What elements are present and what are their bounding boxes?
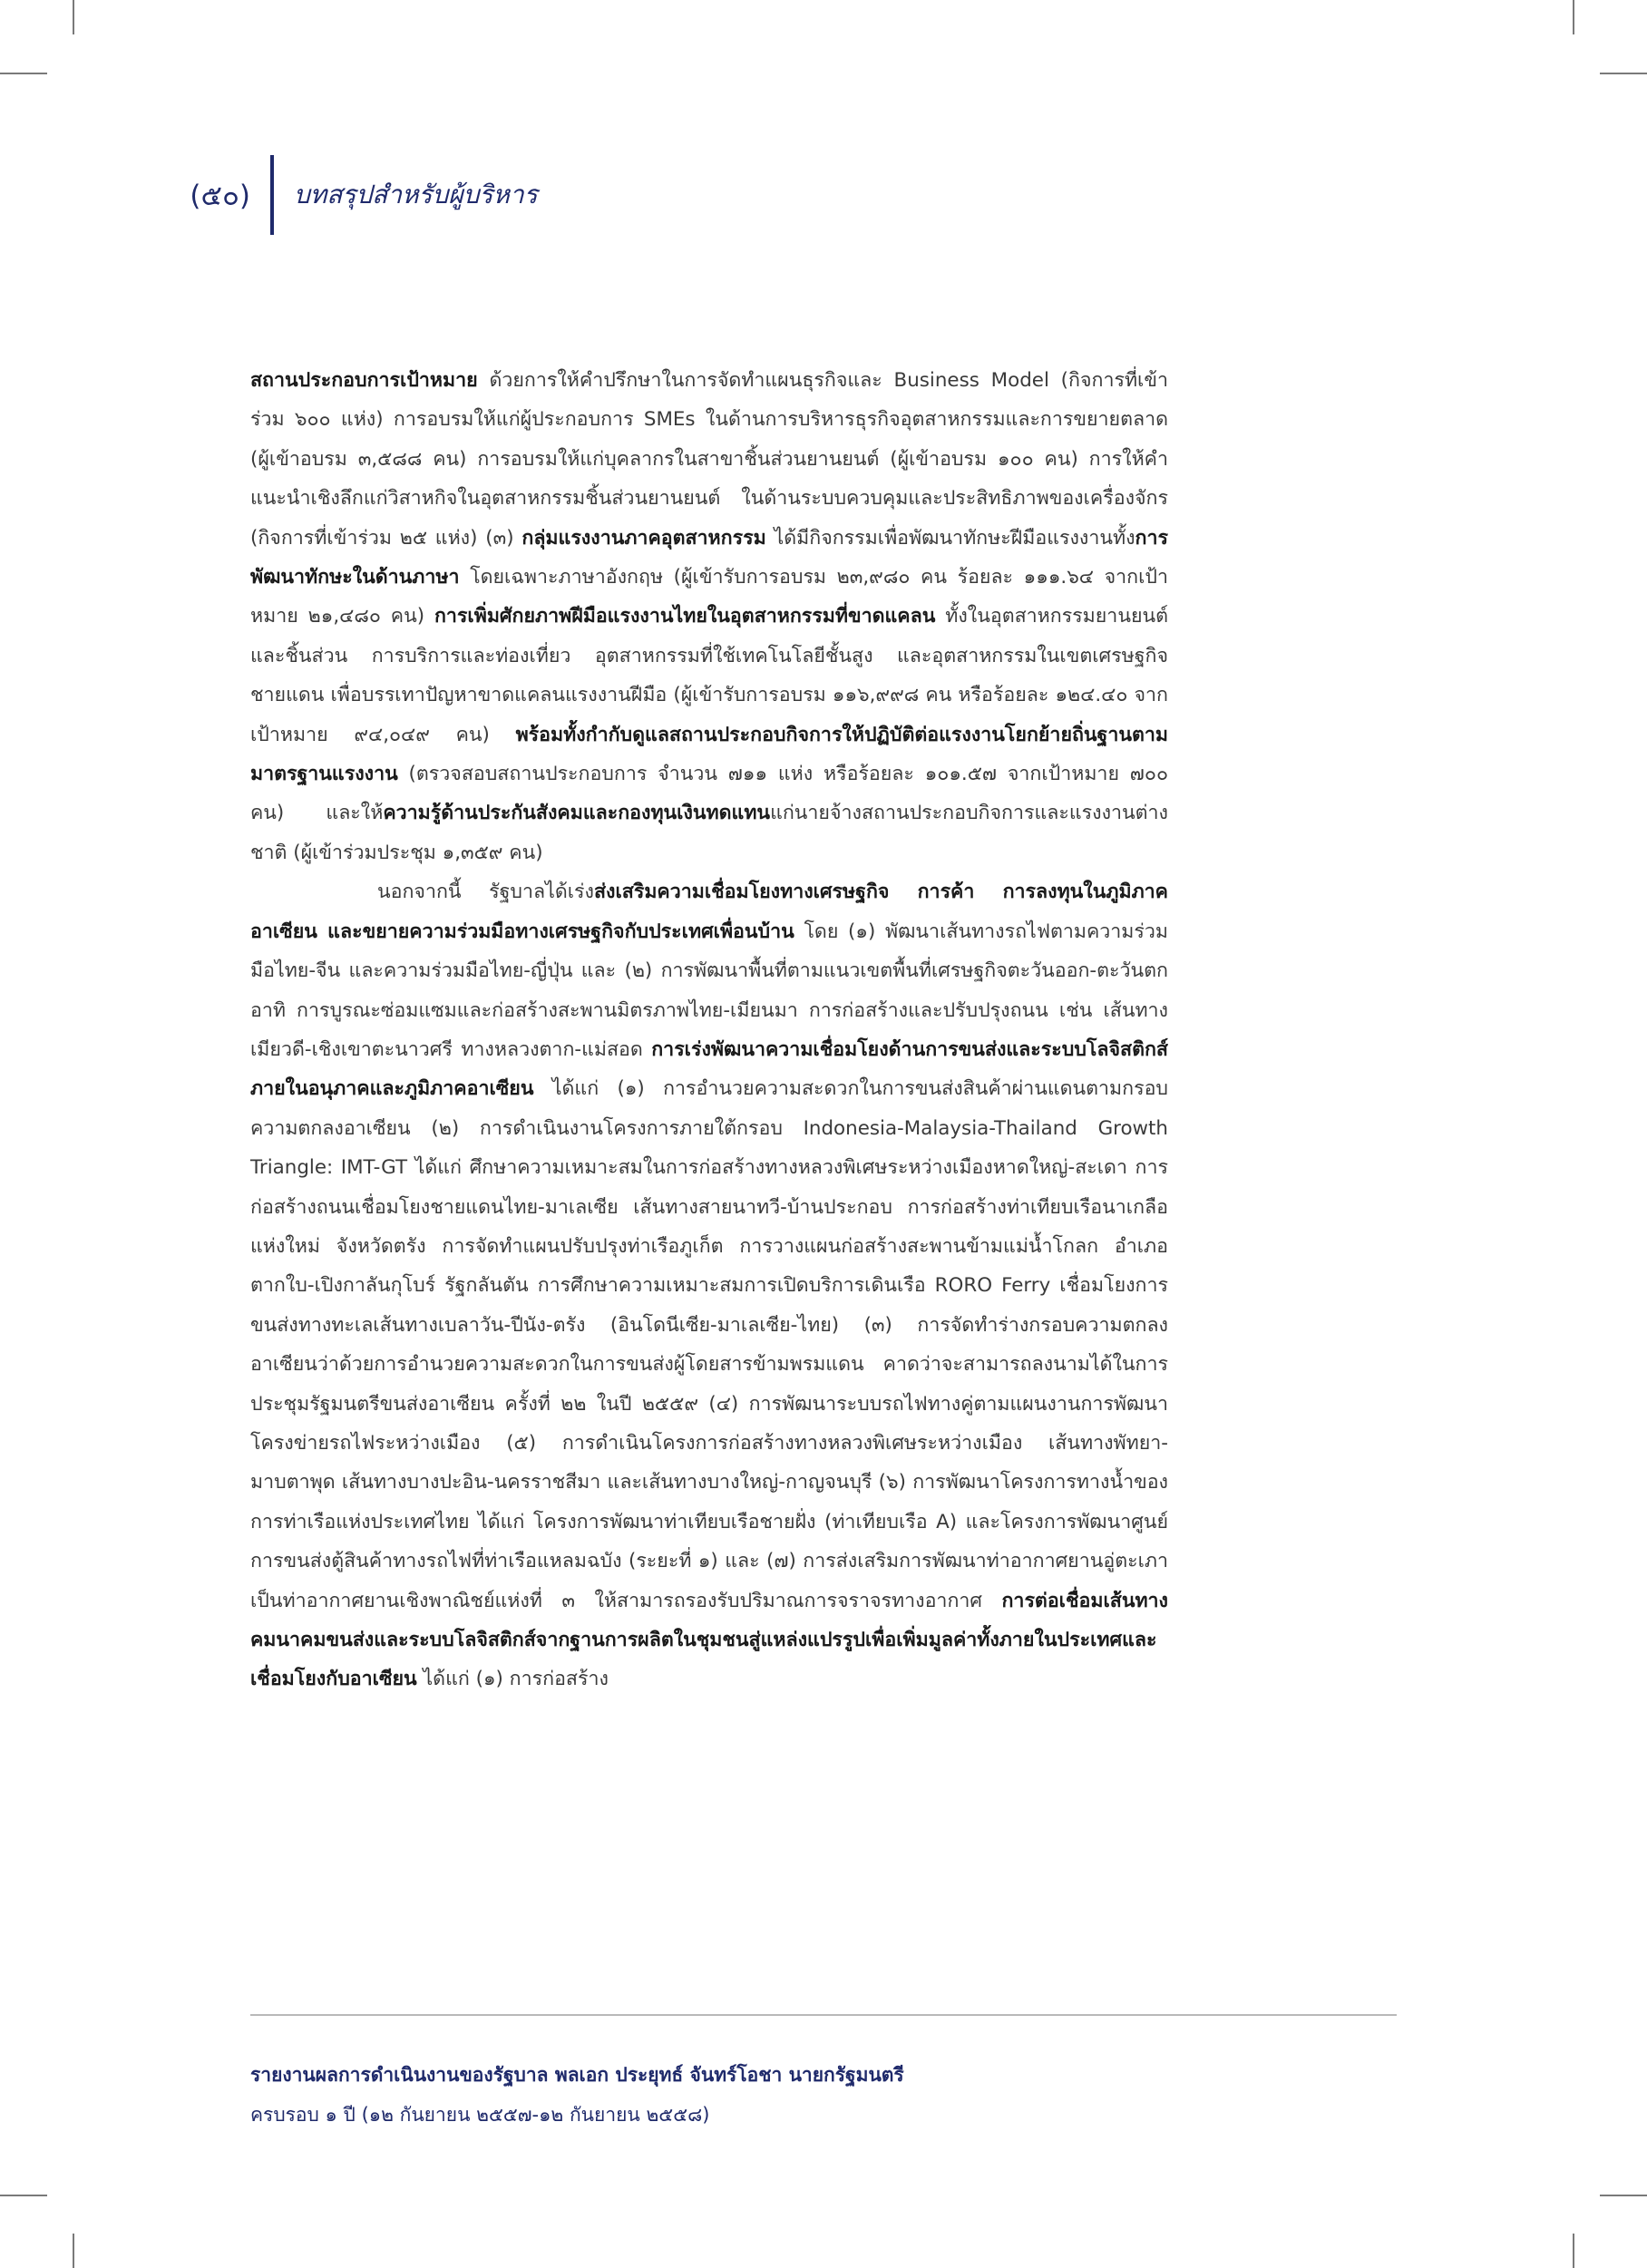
text-run: โดยเฉพาะภาษาอังกฤษ (ผู้เข้ารับการอบรม ๒๓,๙๘๐ คน ร้อยละ ๑๑๑.๖๔ จากเป้าหมาย ๒๑,๔๘๐ คน) [250,566,1168,628]
text-run: โดย (๑) พัฒนาเส้นทางรถไฟตามความร่วมมือไทย-จีน และความร่วมมือไทย-ญี่ปุ่น และ (๒) การพัฒนาพื้นที่ตามแนวเขตพื้นที่เศรษฐกิจตะวันออก-ตะวันตก อาทิ การบูรณะซ่อมแซมและก่อสร้างสะพานมิตรภาพไทย-เมียนมา การก่อสร้างและปรับปรุงถนน เช่น เส้นทางเมียวดี-เชิงเขาตะนาวศรี ทางหลวงตาก-แม่สอด [250,920,1168,1061]
report-title: รายงานผลการดำเนินงานของรัฐบาล พลเอก ประยุทธ์ จันทร์โอชา นายกรัฐมนตรี [250,2064,904,2086]
text-run: แก่นายจ้างสถานประกอบกิจการและแรงงานต่างชาติ (ผู้เข้าร่วมประชุม ๑,๓๕๙ คน) [250,802,1168,864]
bold-phrase: พร้อมทั้งกำกับดูแลสถานประกอบกิจการให้ปฏิบัติต่อแรงงานโยกย้ายถิ่นฐานตามมาตรฐานแรงงาน [250,723,1168,786]
bold-phrase: การเพิ่มศักยภาพฝีมือแรงงานไทยในอุตสาหกรรมที่ขาดแคลน [434,605,936,628]
crop-mark [0,2195,47,2196]
crop-mark [1600,2195,1647,2196]
header-divider [270,155,274,235]
crop-mark [1600,73,1647,74]
bold-phrase: ส่งเสริมความเชื่อมโยงทางเศรษฐกิจ การค้า การลงทุนในภูมิภาคอาเซียน และขยายความร่วมมือทางเศรษฐกิจกับประเทศเพื่อนบ้าน [250,881,1168,943]
bold-phrase: การเร่งพัฒนาความเชื่อมโยงด้านการขนส่งและระบบโลจิสติกส์ภายในอนุภาคและภูมิภาคอาเซียน [250,1037,1168,1101]
text-run: ได้แก่ (๑) การอำนวยความสะดวกในการขนส่งสินค้าผ่านแดนตามกรอบความตกลงอาเซียน (๒) การดำเนินงานโครงการภายใต้กรอบ Indonesia-Malaysia-Thailand Growth Triangle: IMT-GT ได้แก่ ศึกษาความเหมาะสมในการก่อสร้างทางหลวงพิเศษระหว่างเมืองหาดใหญ่-สะเดา การก่อสร้างถนนเชื่อมโยงชายแดนไทย-มาเลเซีย เส้นทางสายนาทวี-บ้านประกอบ การก่อสร้างท่าเทียบเรือนาเกลือแห่งใหม่ จังหวัดตรัง การจัดทำแผนปรับปรุงท่าเรือภูเก็ต การวางแผนก่อสร้างสะพานข้ามแม่น้ำโกลก อำเภอตากใบ-เปิงกาลันกุโบร์ รัฐกลันตัน การศึกษาความเหมาะสมการเปิดบริการเดินเรือ RORO Ferry เชื่อมโยงการขนส่งทางทะเลเส้นทางเบลาวัน-ปีนัง-ตรัง (อินโดนีเซีย-มาเลเซีย-ไทย) (๓) การจัดทำร่างกรอบความตกลงอาเซียนว่าด้วยการอำนวยความสะดวกในการขนส่งผู้โดยสารข้ามพรมแดน คาดว่าจะสามารถลงนามได้ในการประชุมรัฐมนตรีขนส่งอาเซียน ครั้งที่ ๒๒ ในปี ๒๕๕๙ (๔) การพัฒนาระบบรถไฟทางคู่ตามแผนงานการพัฒนาโครงข่ายรถไฟระหว่างเมือง (๕) การดำเนินโครงการก่อสร้างทางหลวงพิเศษระหว่างเมือง เส้นทางพัทยา-มาบตาพุด เส้นทางบางปะอิน-นครราชสีมา และเส้นทางบางใหญ่-กาญจนบุรี (๖) การพัฒนาโครงการทางน้ำของการท่าเรือแห่งประเทศไทย ได้แก่ โครงการพัฒนาท่าเทียบเรือชายฝั่ง (ท่าเทียบเรือ A) และโครงการพัฒนาศูนย์การขนส่งตู้สินค้าทางรถไฟที่ท่าเรือแหลมฉบัง (ระยะที่ ๑) และ (๗) การส่งเสริมการพัฒนาท่าอากาศยานอู่ตะเภาเป็นท่าอากาศยานเชิงพาณิชย์แห่งที่ ๓ ให้สามารถรองรับปริมาณการจราจรทางอากาศ [250,1077,1168,1612]
report-period: ครบรอบ ๑ ปี (๑๒ กันยายน ๒๕๕๗-๑๒ กันยายน ๒๕๕๘) [250,2104,710,2126]
text-run: ได้มีกิจกรรมเพื่อพัฒนาทักษะฝีมือแรงงานทั้ง [765,526,1135,550]
crop-mark [73,0,74,34]
section-title: บทสรุปสำหรับผู้บริหาร [294,180,538,209]
bold-phrase: สถานประกอบการเป้าหมาย [250,369,478,392]
bold-phrase: กลุ่มแรงงานภาคอุตสาหกรรม [521,526,766,550]
footer-divider [250,2014,1397,2016]
text-run: ได้แก่ (๑) การก่อสร้าง [416,1668,609,1691]
page-number: (๕๐) [190,180,250,212]
crop-mark [73,2234,74,2268]
body-text [250,361,1168,1699]
paragraph [250,361,1168,872]
crop-mark [0,73,47,74]
bold-phrase: การพัฒนาทักษะในด้านภาษา [250,526,1168,589]
text-run: ด้วยการให้คำปรึกษาในการจัดทำแผนธุรกิจและ Business Model (กิจการที่เข้าร่วม ๖๐๐ แห่ง) การอบรมให้แก่ผู้ประกอบการ SMEs ในด้านการบริหารธุรกิจอุตสาหกรรมและการขยายตลาด (ผู้เข้าอบรม ๓,๕๘๘ คน) การอบรมให้แก่บุคลากรในสาขาชิ้นส่วนยานยนต์ (ผู้เข้าอบรม ๑๐๐ คน) การให้คำแนะนำเชิงลึกแก่วิสาหกิจในอุตสาหกรรมชิ้นส่วนยานยนต์ ในด้านระบบควบคุมและประสิทธิภาพของเครื่องจักร (กิจการที่เข้าร่วม ๒๕ แห่ง) (๓) [250,369,1168,550]
crop-mark [1573,2234,1574,2268]
text-run: (ตรวจสอบสถานประกอบการ จำนวน ๗๑๑ แห่ง หรือร้อยละ ๑๐๑.๕๗ จากเป้าหมาย ๗๐๐ คน) และให้ [250,763,1168,825]
running-header [169,154,538,236]
bold-phrase: การต่อเชื่อมเส้นทางคมนาคมขนส่งและระบบโลจิสติกส์จากฐานการผลิตในชุมชนสู่แหล่งแปรรูปเพื่อเพิ่มมูลค่าทั้งภายในประเทศและเชื่อมโยงกับอาเซียน [250,1589,1168,1691]
crop-mark [1573,0,1574,34]
paragraph [250,872,1168,1699]
text-run: ทั้งในอุตสาหกรรมยานยนต์และชิ้นส่วน การบริการและท่องเที่ยว อุตสาหกรรมที่ใช้เทคโนโลยีชั้นสูง และอุตสาหกรรมในเขตเศรษฐกิจชายแดน เพื่อบรรเทาปัญหาขาดแคลนแรงงานฝีมือ (ผู้เข้ารับการอบรม ๑๑๖,๙๙๘ คน หรือร้อยละ ๑๒๔.๔๐ จากเป้าหมาย ๙๔,๐๔๙ คน) [250,605,1168,746]
text-run: นอกจากนี้ รัฐบาลได้เร่ง [377,881,594,904]
bold-phrase: ความรู้ด้านประกันสังคมและกองทุนเงินทดแทน [383,802,771,825]
